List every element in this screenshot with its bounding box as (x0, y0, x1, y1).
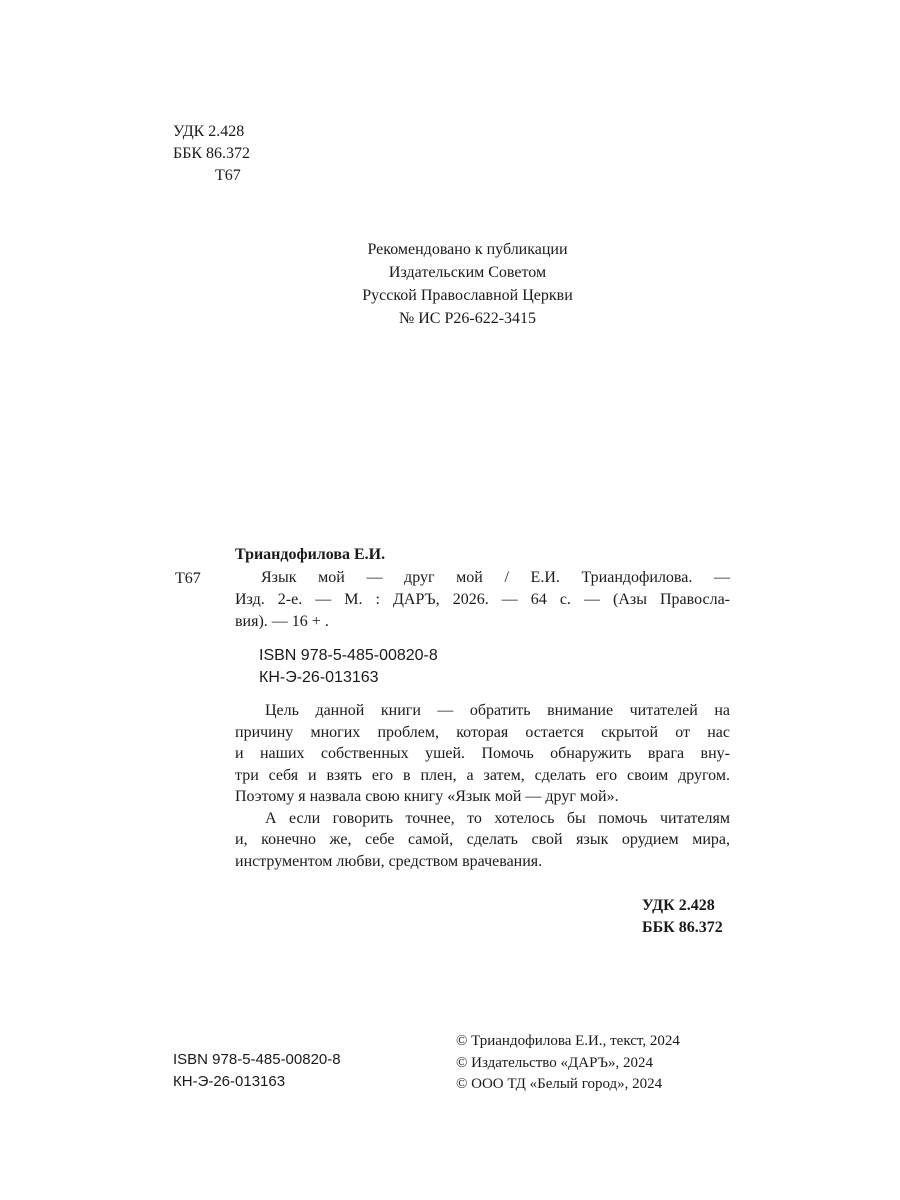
udk-code: УДК 2.428 (173, 123, 245, 140)
annotation-line: и наших собственных ушей. Помочь обнаружить врага вну- (235, 745, 730, 762)
author-mark: Т67 (215, 167, 241, 184)
annotation-line: причину многих проблем, которая остается скрытой от нас (235, 723, 730, 741)
annotation-line: три себя и взять его в плен, а затем, сделать его своим другом. (235, 766, 730, 784)
card-author-mark: Т67 (175, 570, 201, 587)
kn-number: КН-Э-26-013163 (259, 669, 379, 686)
biblio-line: Изд. 2-е. — М. : ДАРЪ, 2026. — 64 с. — (Азы Правосла- (235, 591, 730, 608)
isbn-bottom: ISBN 978-5-485-00820-8 (173, 1051, 341, 1068)
isbn: ISBN 978-5-485-00820-8 (259, 647, 438, 664)
annotation-line: А если говорить точнее, то хотелось бы помочь читателям (265, 809, 730, 827)
publication-recommendation (240, 238, 695, 330)
annotation-line: Поэтому я назвала свою книгу «Язык мой — друг мой». (235, 788, 619, 805)
copyright-line: © ООО ТД «Белый город», 2024 (456, 1076, 663, 1092)
copyright-line: © Триандофилова Е.И., текст, 2024 (456, 1033, 680, 1049)
bbk-code: ББК 86.372 (173, 145, 251, 162)
biblio-line: вия). — 16 + . (235, 613, 329, 630)
copyright-line: © Издательство «ДАРЪ», 2024 (456, 1054, 654, 1071)
recommendation-line: Издательским Советом (388, 264, 547, 281)
kn-number-bottom: КН-Э-26-013163 (173, 1073, 286, 1090)
card-identifiers (259, 645, 438, 689)
bottom-identifiers (173, 1049, 341, 1093)
biblio-line: Язык мой — друг мой / Е.И. Триандофилова. — (261, 569, 730, 586)
classification-codes (173, 121, 250, 187)
bold-classification-codes (642, 895, 723, 939)
annotation-line: Цель данной книги — обратить внимание читателей на (265, 702, 730, 719)
recommendation-line: Рекомендовано к публикации (367, 241, 568, 258)
bibliographic-description (235, 567, 730, 633)
annotation-line: инструментом любви, средством врачевания. (235, 852, 543, 870)
recommendation-line: Русской Православной Церкви (362, 287, 573, 304)
annotation (235, 700, 730, 872)
annotation-line: и, конечно же, себе самой, сделать свой язык орудием мира, (235, 831, 730, 848)
bbk-code-bold: ББК 86.372 (642, 919, 723, 936)
copyright-block (456, 1031, 680, 1096)
recommendation-number: № ИС Р26-622-3415 (398, 310, 537, 327)
udk-code-bold: УДК 2.428 (642, 897, 715, 914)
card-author: Триандофилова Е.И. (235, 546, 386, 563)
